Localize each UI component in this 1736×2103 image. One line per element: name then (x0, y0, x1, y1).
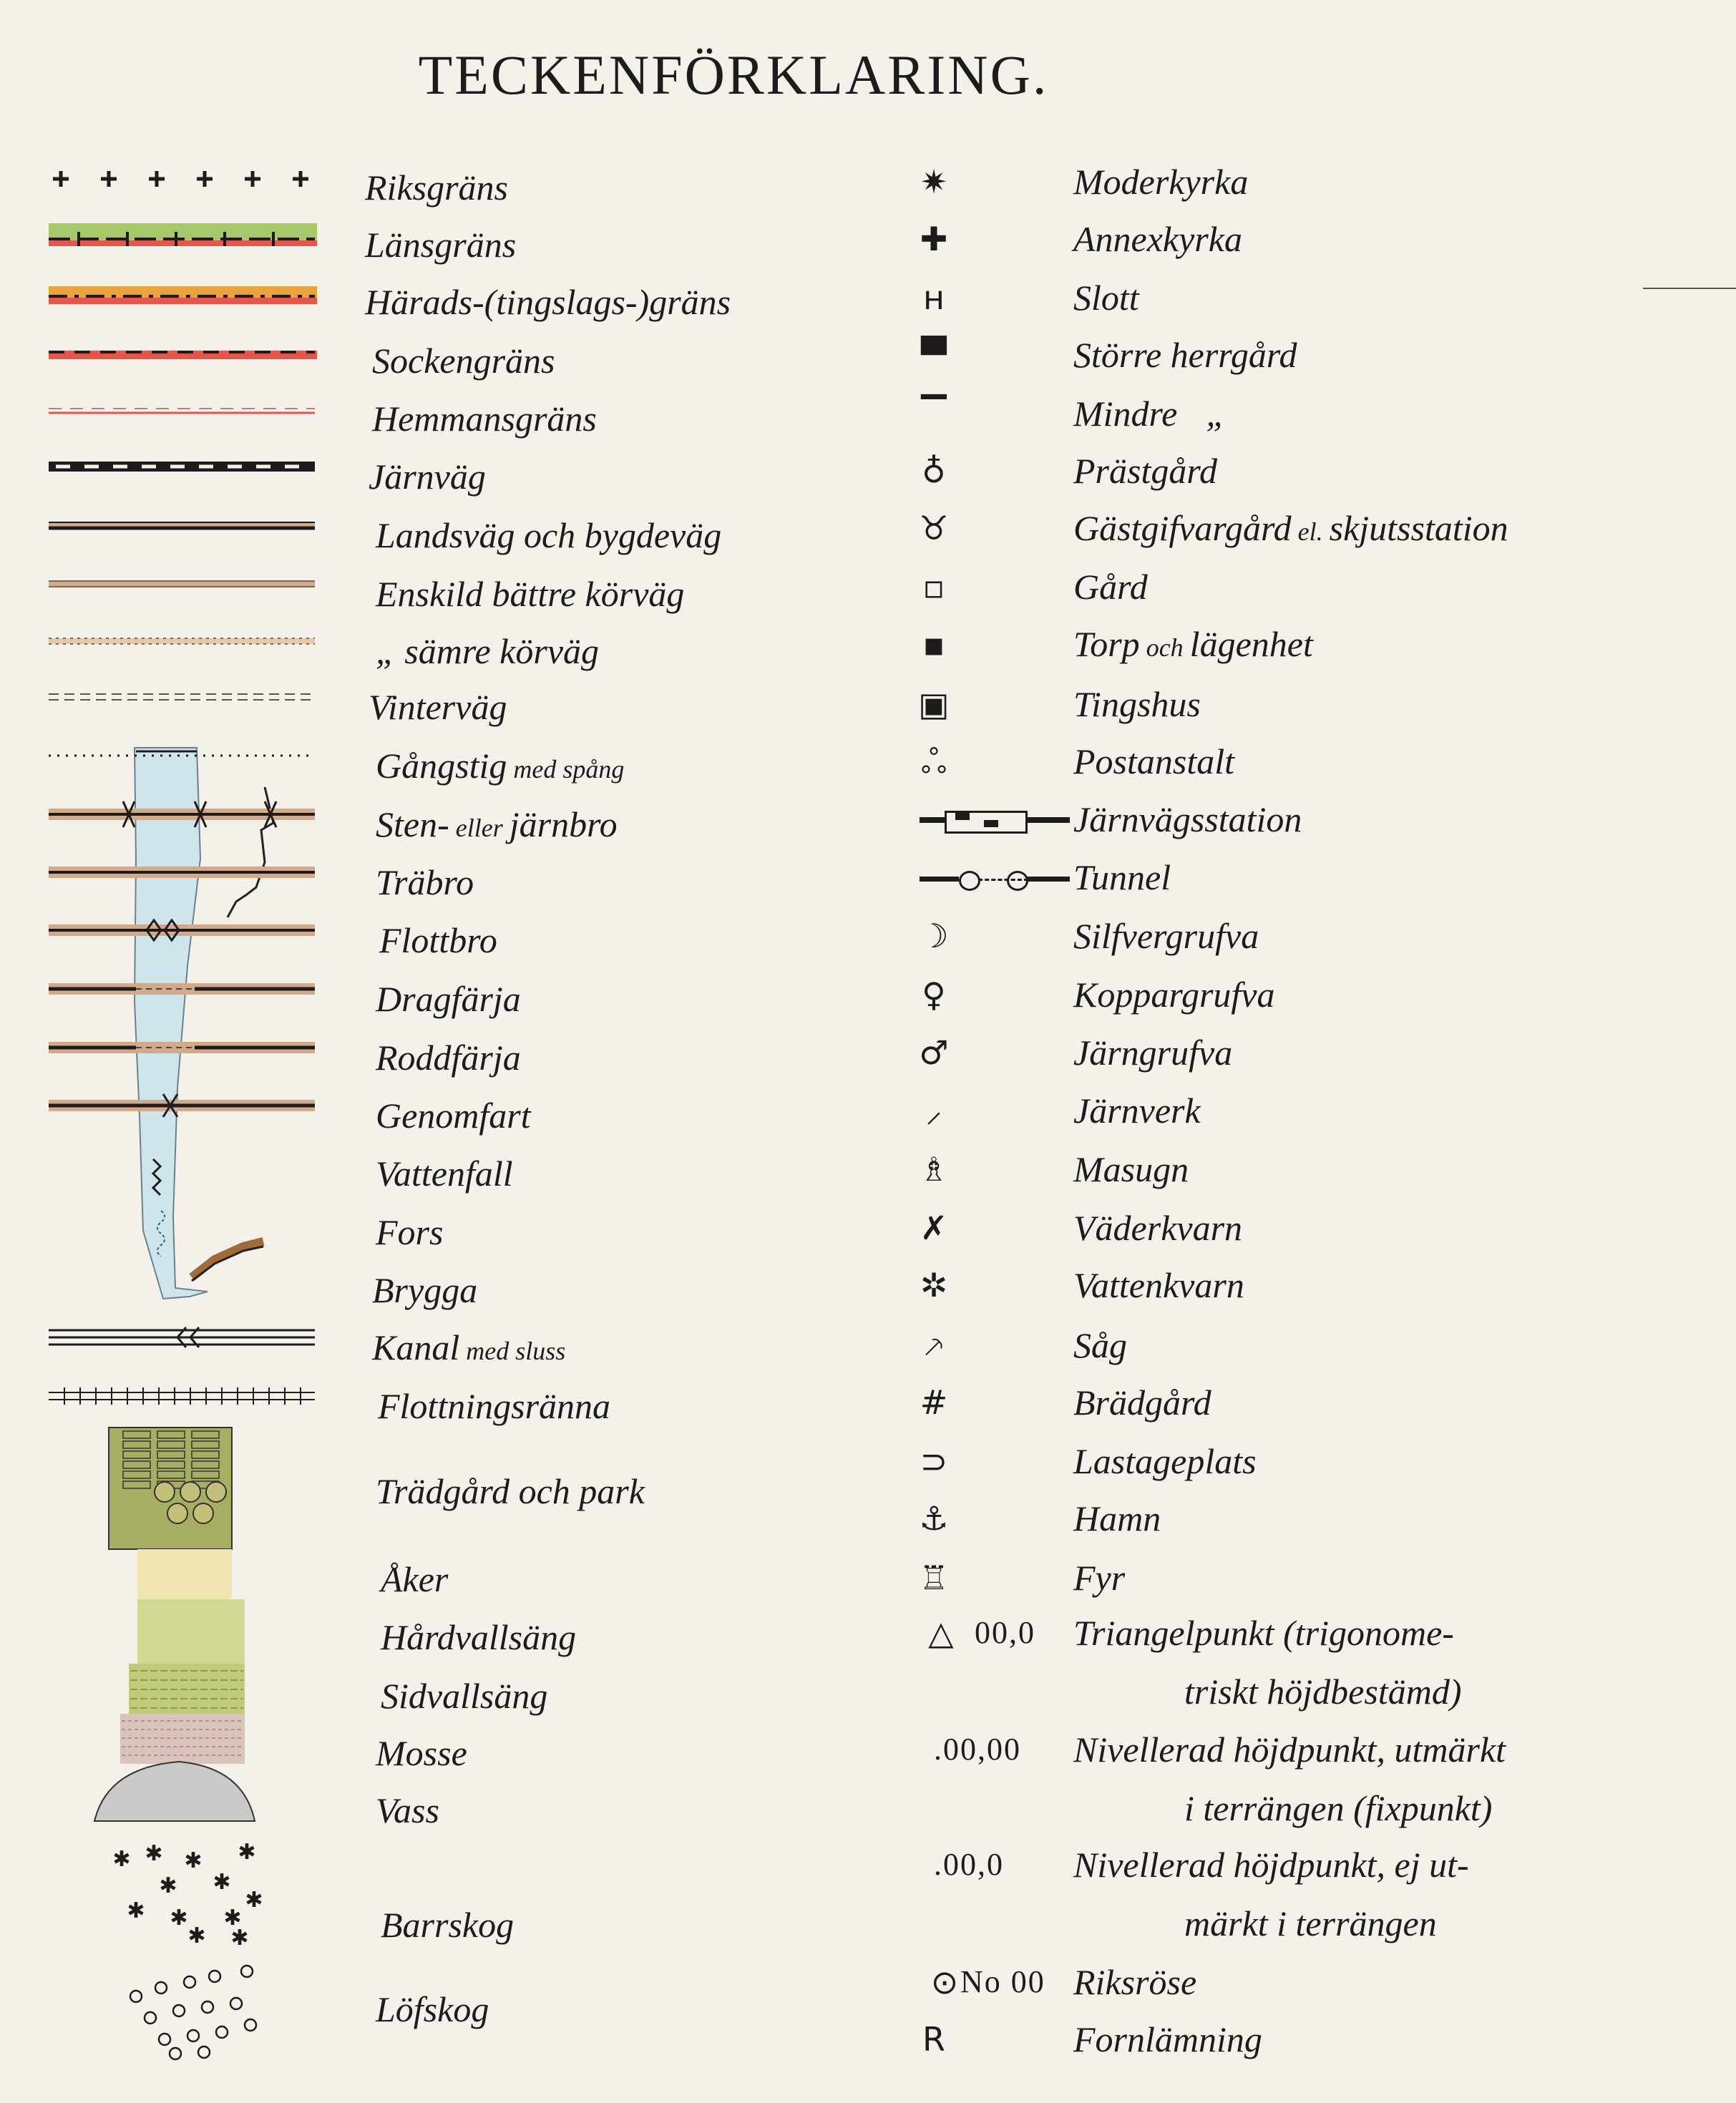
deciduous-symbol (202, 2001, 213, 2013)
label-text: Annexkyrka (1073, 219, 1242, 259)
label-small-text: och (1139, 633, 1190, 662)
label-text: Väderkvarn (1073, 1208, 1243, 1248)
legend-label (1073, 740, 1234, 783)
label-text: Tingshus (1073, 684, 1201, 724)
legend-label (1073, 392, 1226, 435)
label-text: Torp (1073, 624, 1140, 664)
field-area (137, 1549, 232, 1599)
label-text: Sockengräns (372, 341, 555, 381)
legend-label (1073, 1264, 1244, 1307)
label-text: Gästgifvargård (1073, 508, 1292, 548)
conifer-symbol: ✱ (213, 1870, 231, 1895)
legend-label-continued: märkt i terrängen (1184, 1903, 1437, 1943)
deciduous-symbol (241, 1966, 253, 1977)
legend-label (1073, 1381, 1211, 1424)
label-text: Enskild bättre körväg (376, 574, 685, 614)
label-text: Gångstig (376, 746, 507, 786)
district-border-red (49, 298, 317, 304)
deciduous-symbol (170, 2048, 181, 2059)
legend-label (372, 1326, 565, 1372)
label-text: Vass (376, 1790, 439, 1830)
farm-icon: ▫ (922, 567, 945, 606)
legend-label (381, 1903, 514, 1946)
label-text: Mindre (1073, 394, 1178, 434)
label-text: Riksgräns (365, 167, 508, 208)
label-text: Vattenkvarn (1073, 1265, 1244, 1305)
label-text: Mosse (376, 1733, 467, 1773)
deciduous-symbol (209, 1971, 220, 1982)
label-text: Sten- (376, 804, 449, 844)
label-text: Flottbro (379, 920, 497, 960)
legend-label (1073, 798, 1302, 841)
label-text: Tunnel (1073, 857, 1171, 897)
croft-icon: ▪ (922, 625, 945, 663)
label-text: Prästgård (1073, 451, 1217, 491)
label-text: Länsgräns (365, 225, 517, 265)
deciduous-symbol (159, 2034, 170, 2045)
edge-rule (1643, 288, 1736, 289)
legend-label (376, 1211, 443, 1254)
deciduous-symbol (230, 1998, 242, 2009)
label-text: Kanal (372, 1327, 460, 1367)
label-text: Fornlämning (1073, 2019, 1262, 2059)
label-text: Dragfärja (376, 979, 521, 1019)
legend-label (372, 339, 555, 382)
label-text: Riksröse (1073, 1962, 1197, 2002)
label-text: Lastageplats (1073, 1441, 1257, 1481)
label-text: Sidvallsäng (381, 1676, 548, 1716)
legend-label (376, 1732, 467, 1775)
legend-label (1073, 914, 1259, 957)
legend-label (372, 397, 597, 440)
conifer-symbol: ✱ (230, 1926, 249, 1951)
label-text: Hårdvallsäng (381, 1617, 577, 1657)
label-text-2: lägenhet (1189, 624, 1313, 664)
legend-label (376, 744, 624, 791)
height-value: .00,0 (934, 1847, 1004, 1882)
conifer-symbol: ✱ (159, 1873, 177, 1898)
label-text: Nivellerad höjdpunkt, ej ut- (1073, 1845, 1469, 1885)
deciduous-symbol (184, 1976, 195, 1988)
deciduous-symbol (198, 2046, 210, 2058)
legend-label (376, 1036, 521, 1079)
conifer-symbol: ✱ (127, 1898, 145, 1923)
conifer-symbol: ✱ (112, 1847, 131, 1872)
legend-label (376, 977, 521, 1020)
legend-label (1073, 1206, 1242, 1249)
reed-area (94, 1762, 255, 1821)
legend-label (379, 919, 497, 962)
label-text: Hamn (1073, 1498, 1161, 1538)
legend-label (1073, 1961, 1196, 2004)
legend-label (1073, 1497, 1161, 1540)
height-value: .00,00 (934, 1732, 1021, 1767)
watermill-icon: ✲ (920, 1266, 948, 1304)
poor-road-fill (49, 638, 315, 644)
legend-label (369, 455, 486, 498)
legend-label (1073, 507, 1508, 553)
legend-label (1073, 683, 1201, 726)
annex-church-icon: ✚ (920, 220, 948, 258)
label-text: Vinterväg (369, 687, 507, 727)
silver-mine-icon: ☽ (919, 917, 949, 955)
legend-label-continued: triskt höjdbestämd) (1184, 1672, 1462, 1712)
conifer-symbol: ✱ (170, 1906, 188, 1931)
mother-church-icon: ✷ (920, 162, 948, 201)
label-small-text: eller (449, 814, 509, 842)
label-text: Masugn (1073, 1149, 1189, 1189)
height-value: No 00 (960, 1964, 1045, 1999)
label-text: Gård (1073, 567, 1148, 607)
deciduous-symbol (130, 1991, 142, 2002)
loading-place-icon: ⊃ (920, 1442, 948, 1480)
harbour-icon: ⚓ (919, 1499, 949, 1538)
legend-label (376, 1988, 489, 2031)
label-text: Större herrgård (1073, 335, 1297, 375)
courthouse-icon: ▣ (918, 685, 950, 723)
legend-label (372, 1269, 477, 1312)
label-text: Koppargrufva (1073, 975, 1275, 1015)
label-text: Härads-(tingslags-)gräns (365, 282, 731, 322)
rectory-icon: ♁ (922, 452, 946, 490)
legend-label (1073, 1843, 1469, 1886)
lumberyard-icon: # (920, 1383, 948, 1422)
tunnel-icon (920, 870, 1070, 889)
legend-label (376, 1094, 531, 1137)
legend-label (1073, 1089, 1201, 1132)
legend-label (376, 630, 599, 673)
label-text: Träbro (376, 862, 474, 902)
park-tree (155, 1482, 175, 1502)
park-tree (180, 1482, 200, 1502)
private-road-fill (49, 581, 315, 587)
label-text: Såg (1073, 1325, 1127, 1365)
conifer-symbol: ✱ (187, 1923, 206, 1948)
label-text: Genomfart (376, 1096, 531, 1136)
legend-label (365, 166, 508, 209)
label-text: Silfvergrufva (1073, 916, 1259, 956)
conifer-symbol: ✱ (223, 1906, 242, 1931)
deciduous-symbol (145, 2012, 156, 2024)
legend-label (1073, 1728, 1506, 1771)
height-value: 00,0 (975, 1615, 1035, 1650)
legend-label (381, 1674, 547, 1717)
label-text: Triangelpunkt (trigonome- (1073, 1613, 1454, 1653)
legend-label (376, 1152, 513, 1195)
legend-label (1073, 623, 1313, 669)
label-text: Barrskog (381, 1905, 515, 1945)
label-text: Brygga (372, 1270, 478, 1310)
iron-mine-icon: ♂ (919, 1033, 949, 1072)
deciduous-symbol (216, 2026, 228, 2038)
label-text: Slott (1073, 278, 1139, 318)
label-text-2: järnbro (509, 804, 618, 844)
legend-label (378, 1385, 610, 1428)
sawmill-icon: ⸕ (921, 1326, 947, 1365)
label-text: Brädgård (1073, 1382, 1211, 1423)
ditto-mark: „ (1206, 394, 1227, 434)
legend-label (381, 1616, 576, 1659)
legend-label (1073, 1556, 1125, 1599)
blast-furnace-icon: ♗ (919, 1150, 949, 1189)
legend-label (381, 1558, 448, 1601)
legend-label (1073, 218, 1242, 260)
legend-label (365, 280, 731, 323)
deciduous-symbol (187, 2030, 199, 2041)
legend-label (376, 1470, 645, 1513)
park-tree (206, 1482, 226, 1502)
conifer-symbol: ✱ (238, 1840, 256, 1865)
legend-label (1073, 333, 1297, 376)
label-text: Nivellerad höjdpunkt, utmärkt (1073, 1729, 1506, 1770)
legend-label (1073, 449, 1217, 492)
dry-meadow-area (137, 1599, 245, 1664)
label-text: Trädgård och park (376, 1471, 645, 1511)
ancient-monument-icon: R (922, 2020, 945, 2059)
triangle-point-icon: △ (928, 1614, 954, 1652)
label-text: Fors (376, 1212, 444, 1252)
park-tree (193, 1503, 213, 1523)
label-text: Åker (381, 1559, 449, 1599)
legend-label (369, 685, 507, 728)
label-small-text: med spång (507, 755, 625, 784)
post-office-icon: ஃ (920, 742, 947, 781)
label-text: Järnväg (369, 457, 486, 497)
legend-label (1073, 276, 1139, 319)
label-text: „ sämre körväg (376, 631, 600, 671)
label-text: Hemmansgräns (372, 399, 597, 439)
legend-label (376, 861, 474, 904)
legend-label (1073, 856, 1171, 899)
label-small-text: med sluss (459, 1337, 566, 1365)
legend-label (376, 1789, 439, 1832)
inn-icon: ♉ (919, 509, 949, 547)
legend-label (1073, 1324, 1127, 1367)
conifer-symbol: ✱ (245, 1888, 263, 1913)
label-text: Järngrufva (1073, 1033, 1233, 1073)
legend-label-continued: i terrängen (fixpunkt) (1184, 1788, 1493, 1828)
ironworks-icon: ⸝ (925, 1091, 942, 1130)
legend-title: TECKENFÖRKLARING. (418, 44, 1049, 106)
label-text: Moderkyrka (1073, 162, 1249, 202)
legend-label (376, 803, 618, 849)
railway-station-icon (920, 811, 1070, 829)
label-text: Järnvägsstation (1073, 799, 1302, 839)
large-manor-icon: ▀ (921, 336, 947, 374)
deciduous-symbol (173, 2005, 185, 2016)
legend-label (1073, 565, 1148, 608)
deciduous-symbol (155, 1982, 167, 1994)
label-small-text: el. (1291, 517, 1330, 546)
windmill-icon: ✗ (920, 1209, 948, 1247)
legend-label (376, 514, 721, 557)
small-manor-icon: ▔ (921, 394, 947, 433)
label-text-2: skjutsstation (1329, 508, 1508, 548)
label-text: Fyr (1073, 1558, 1126, 1598)
lighthouse-icon: ♖ (919, 1558, 949, 1597)
legend-label (1073, 973, 1275, 1016)
river-shape (135, 748, 208, 1299)
legend-label (1073, 2018, 1262, 2061)
legend-label (376, 572, 684, 615)
legend-label (1073, 1148, 1189, 1191)
castle-icon: ʜ (922, 278, 945, 317)
label-text: Vattenfall (376, 1153, 513, 1194)
legend-label (1073, 1440, 1257, 1483)
deciduous-symbol (245, 2019, 256, 2031)
label-text: Löfskog (376, 1989, 489, 2029)
conifer-symbol: ✱ (184, 1848, 203, 1873)
label-text: Postanstalt (1073, 741, 1235, 781)
label-text: Landsväg och bygdeväg (376, 515, 722, 555)
copper-mine-icon: ♀ (922, 975, 946, 1014)
legend-label (365, 223, 516, 266)
legend-label (1073, 1611, 1454, 1654)
legend-label (1073, 1031, 1232, 1074)
park-tree (167, 1503, 187, 1523)
conifer-symbol: ✱ (145, 1841, 163, 1866)
county-border-red (49, 240, 317, 246)
legend-label (1073, 160, 1248, 203)
border-cairn-icon: ⊙ (930, 1963, 959, 2001)
label-text: Roddfärja (376, 1038, 521, 1078)
label-text: Järnverk (1073, 1090, 1201, 1131)
label-text: Flottningsränna (378, 1386, 611, 1426)
